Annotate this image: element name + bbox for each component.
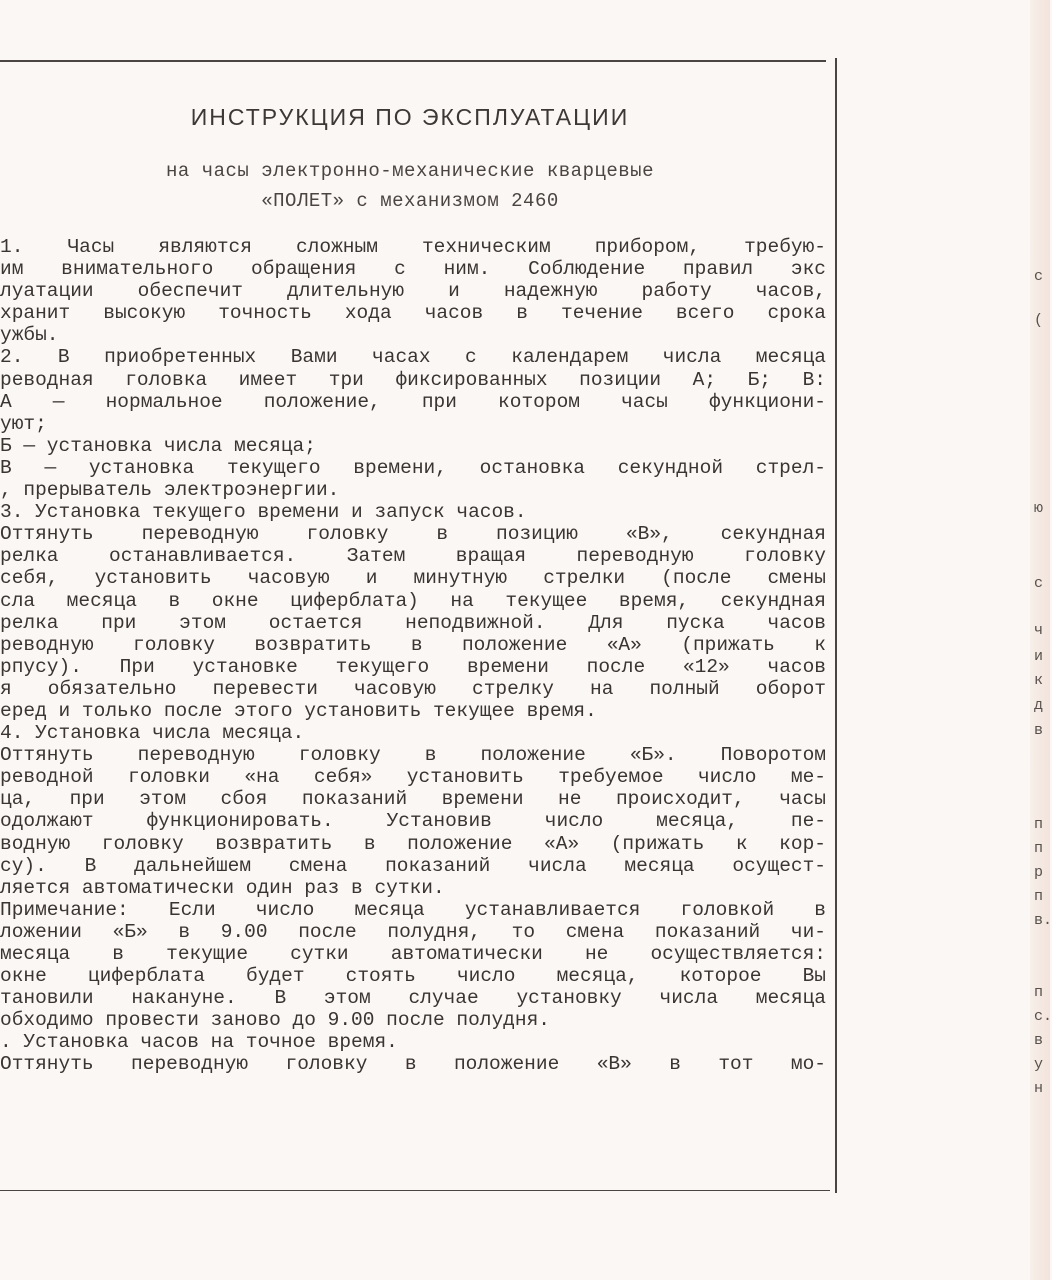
adjacent-fragment: с	[1034, 575, 1044, 592]
text-line: реводная головка имеет три фиксированных позиции А; Б; В:	[0, 368, 826, 391]
text-line: Б — установка числа месяца;	[0, 434, 316, 457]
text-line: обходимо провести заново до 9.00 после полудня.	[0, 1009, 550, 1032]
text-line: водную головку возвратить в положение «А» (прижать к кор-	[0, 832, 826, 855]
adjacent-fragment: п	[1034, 840, 1044, 857]
adjacent-fragment: р	[1034, 864, 1044, 881]
text-line: уют;	[0, 412, 47, 435]
text-line: релка останавливается. Затем вращая переводную головку	[0, 545, 826, 568]
adjacent-fragment: д	[1034, 697, 1044, 714]
adjacent-fragment: (	[1034, 312, 1044, 329]
adjacent-fragment: к	[1034, 672, 1044, 689]
text-line: Оттянуть переводную головку в положение «В» в тот мо-	[0, 1053, 826, 1076]
adjacent-fragment: у	[1034, 1056, 1044, 1073]
text-line: ужбы.	[0, 324, 59, 347]
text-line: релка при этом остается неподвижной. Для пуска часов	[0, 611, 826, 634]
text-line: луатации обеспечит длительную и надежную работу часов,	[0, 280, 826, 303]
text-line: Примечание: Если число месяца устанавливается головкой в	[0, 898, 826, 921]
document-title: ИНСТРУКЦИЯ ПО ЭКСПЛУАТАЦИИ	[190, 104, 630, 130]
text-line: . Установка часов на точное время.	[0, 1031, 398, 1054]
adjacent-fragment: п	[1034, 984, 1044, 1001]
text-line: реводную головку возвратить в положение «А» (прижать к	[0, 633, 826, 656]
text-line: хранит высокую точность хода часов в течение всего срока	[0, 302, 826, 325]
text-line: месяца в текущие сутки автоматически не осуществляется:	[0, 943, 826, 965]
text-line: ляется автоматически один раз в сутки.	[0, 876, 445, 899]
text-line: реводной головки «на себя» установить требуемое число ме-	[0, 766, 826, 789]
adjacent-fragment: п	[1034, 888, 1044, 905]
text-line: одолжают функционировать. Установив число месяца, пе-	[0, 810, 826, 833]
text-line: еред и только после этого установить текущее время.	[0, 699, 597, 722]
text-line: А — нормальное положение, при котором часы функциони-	[0, 390, 826, 413]
text-line: себя, установить часовую и минутную стрелки (после смены	[0, 567, 826, 590]
adjacent-fragment: и	[1034, 648, 1044, 665]
text-line: я обязательно перевести часовую стрелку на полный оборот	[0, 677, 826, 700]
instruction-body	[0, 236, 826, 1076]
right-rule	[835, 58, 837, 1193]
adjacent-fragment: н	[1034, 1080, 1044, 1097]
adjacent-fragment: ч	[1034, 622, 1044, 639]
text-line: Оттянуть переводную головку в позицию «В», секундная	[0, 523, 826, 546]
text-line: 4. Установка числа месяца.	[0, 722, 305, 745]
adjacent-fragment: в	[1034, 722, 1044, 739]
adjacent-fragment: ю	[1034, 500, 1044, 517]
adjacent-fragment: п	[1034, 816, 1044, 833]
adjacent-fragment: с.	[1034, 1008, 1052, 1025]
text-line: 2. В приобретенных Вами часах с календарем числа месяца	[0, 346, 826, 369]
adjacent-fragment: в.	[1034, 912, 1052, 929]
adjacent-page-fragments	[1030, 0, 1050, 1280]
document-subtitle-line-1: на часы электронно-механические кварцевые	[166, 160, 654, 182]
adjacent-fragment: в	[1034, 1032, 1044, 1049]
text-line: им внимательного обращения с ним. Соблюдение правил экс	[0, 258, 826, 281]
text-line: , прерыватель электроэнергии.	[0, 479, 340, 502]
text-line: сла месяца в окне циферблата) на текущее время, секундная	[0, 589, 826, 612]
text-line: су). В дальнейшем смена показаний числа месяца осущест-	[0, 854, 826, 877]
text-line: рпусу). При установке текущего времени после «12» часов	[0, 655, 826, 678]
text-line: ложении «Б» в 9.00 после полудня, то смена показаний чи-	[0, 920, 826, 943]
bottom-rule	[0, 1190, 830, 1191]
text-line: ца, при этом сбоя показаний времени не происходит, часы	[0, 788, 826, 811]
text-line: В — установка текущего времени, остановка секундной стрел-	[0, 456, 826, 479]
text-line: 3. Установка текущего времени и запуск часов.	[0, 501, 527, 524]
text-line: Оттянуть переводную головку в положение «Б». Поворотом	[0, 744, 826, 767]
top-rule	[0, 60, 826, 62]
text-line: 1. Часы являются сложным техническим прибором, требую-	[0, 236, 826, 258]
adjacent-fragment: с	[1034, 268, 1044, 285]
document-subtitle-line-2: «ПОЛЕТ» с механизмом 2460	[261, 190, 559, 212]
text-line: тановили накануне. В этом случае установку числа месяца	[0, 987, 826, 1010]
text-line: окне циферблата будет стоять число месяца, которое Вы	[0, 965, 826, 988]
